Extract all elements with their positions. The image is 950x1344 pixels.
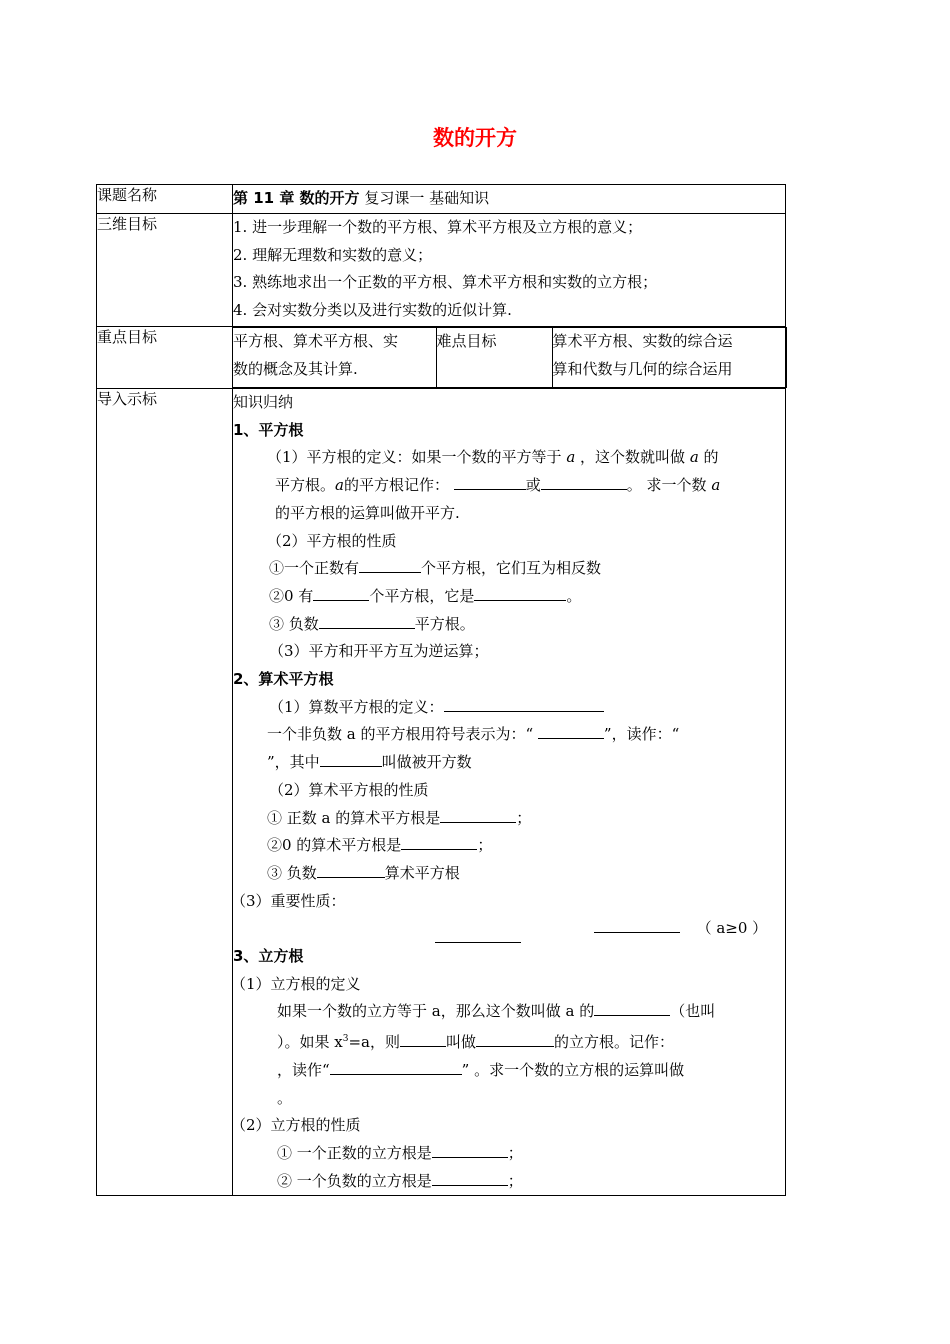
goal-item: 4. 会对实数分类以及进行实数的近似计算.: [233, 301, 512, 320]
answer-blank[interactable]: [432, 1169, 508, 1186]
goal-item: 2. 理解无理数和实数的意义；: [233, 245, 433, 264]
answer-blank[interactable]: [538, 722, 604, 739]
difficult-label: 难点目标: [436, 328, 552, 388]
goal-item: 3. 熟练地求出一个正数的平方根、算术平方根和实数的立方根；: [233, 273, 658, 292]
intro-label: 导入示标: [97, 389, 233, 1196]
goals-list: [233, 214, 786, 327]
answer-blank[interactable]: [476, 1030, 554, 1047]
lesson-table: [96, 184, 786, 1196]
row-intro: [97, 389, 786, 1196]
answer-blank[interactable]: [444, 695, 604, 712]
answer-blank[interactable]: [435, 926, 521, 943]
course-value: [233, 185, 786, 214]
answer-blank[interactable]: [474, 584, 566, 601]
difficult-goal-text: 算术平方根、实数的综合运 算和代数与几何的综合运用: [552, 328, 786, 388]
answer-blank[interactable]: [400, 1030, 446, 1047]
content-heading: 知识归纳: [233, 393, 294, 411]
knowledge-content: 知识归纳 1、平方根 （1）平方根的定义：如果一个数的平方等于 a ，这个数就叫做 a 的 平方根。a的平方根记作： 或 。 求一个数 a 的平方根的运算叫做开平方. （2）平方根的性质 ①一个正数有 个平方根，它们互为相反数 ②0 有 个平方根，它是 。 ③ 负数 平方根。 （3）平方和开平方互为逆运算； 2、算术平方根 （1）算数平方根的定义： 一个非负数 a 的平方根用符号表示为：“ ”，读作：“ ”，其中 叫做被开方数 （2）算术平方根的性质 ① 正数 a 的算术平方根是 ； ②0 的算术平方根是 ； ③ 负数 算术平方根 （3）重要性质： （ a≥0 ） 3、立方根 （1）立方根的定义 如果一个数的立方等于 a，那么这个数叫做 a 的 （也叫 ）。如果 $x^3=a$，则 叫做 的立方根。记作： ，读作“ ” 。求一个数的立方根的运算叫做 。 （2）立方根的性质 ① 一个正数的立方根是 ； ② 一个负数的立方根是 ；: [233, 389, 786, 1196]
answer-blank[interactable]: [401, 833, 477, 850]
course-type: 复习课一 基础知识: [359, 189, 490, 207]
key-label: 重点目标: [97, 327, 233, 389]
answer-blank[interactable]: [594, 999, 670, 1016]
answer-blank[interactable]: [330, 1058, 462, 1075]
section-square-root-title: 1、平方根: [233, 420, 304, 439]
row-goals: [97, 214, 786, 327]
answer-blank[interactable]: [359, 556, 421, 573]
answer-blank[interactable]: [440, 806, 516, 823]
section-arithmetic-root-title: 2、算术平方根: [233, 670, 334, 689]
answer-blank[interactable]: [432, 1141, 508, 1158]
goals-label: 三维目标: [97, 214, 233, 327]
course-label: 课题名称: [97, 185, 233, 214]
answer-blank[interactable]: [313, 584, 369, 601]
row-course: [97, 185, 786, 214]
important-property-line: （ a≥0 ）: [233, 915, 785, 943]
answer-blank[interactable]: [454, 473, 526, 490]
answer-blank[interactable]: [317, 861, 385, 878]
page-title: 数的开方: [433, 126, 517, 150]
answer-blank[interactable]: [319, 612, 415, 629]
course-chapter: 第 11 章 数的开方: [233, 189, 360, 207]
section-cube-root-title: 3、立方根: [233, 947, 304, 966]
key-goal-text: 平方根、算术平方根、实 数的概念及其计算.: [233, 328, 436, 388]
answer-blank[interactable]: [320, 750, 382, 767]
answer-blank[interactable]: [541, 473, 627, 490]
row-key-difficult: [97, 327, 786, 389]
answer-blank[interactable]: [594, 916, 680, 933]
goal-item: 1. 进一步理解一个数的平方根、算术平方根及立方根的意义；: [233, 218, 643, 236]
